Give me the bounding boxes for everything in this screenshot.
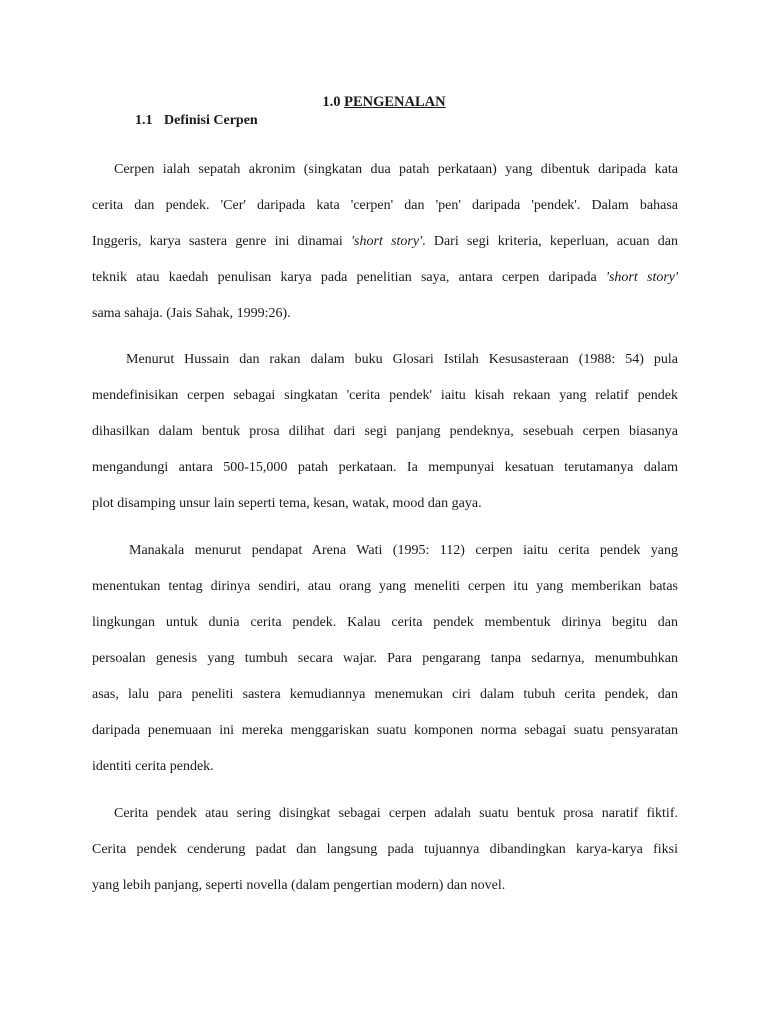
subheading-number: 1.1 [135, 113, 153, 128]
subsection-heading [135, 113, 258, 129]
paragraph-line: Cerita pendek atau sering disingkat sebagai cerpen adalah suatu bentuk prosa naratif fiktif. [114, 806, 678, 821]
paragraph-line: mengandungi antara 500-15,000 patah perkataan. Ia mempunyai kesatuan terutamanya dalam [92, 460, 678, 475]
paragraph-2 [92, 342, 678, 522]
paragraph-line: Cerpen ialah sepatah akronim (singkatan dua patah perkataan) yang dibentuk daripada kata [114, 162, 678, 177]
paragraph-line: asas, lalu para peneliti sastera kemudiannya menemukan ciri dalam tubuh cerita pendek, dan [92, 687, 678, 702]
paragraph-line: dihasilkan dalam bentuk prosa dilihat dari segi panjang pendeknya, sesebuah cerpen biasanya [92, 424, 678, 439]
paragraph-line: menentukan tentag dirinya sendiri, atau orang yang meneliti cerpen itu yang memberikan batas [92, 579, 678, 594]
paragraph-line: sama sahaja. (Jais Sahak, 1999:26). [92, 306, 291, 321]
paragraph-line: identiti cerita pendek. [92, 759, 214, 774]
paragraph-line: plot disamping unsur lain seperti tema, kesan, watak, mood dan gaya. [92, 496, 482, 511]
heading-number: 1.0 [322, 94, 341, 110]
italic-term: 'short story' [351, 234, 423, 249]
paragraph-line: cerita dan pendek. 'Cer' daripada kata 'cerpen' dan 'pen' daripada 'pendek'. Dalam bahasa [92, 198, 678, 213]
paragraph-line: teknik atau kaedah penulisan karya pada penelitian saya, antara cerpen daripada 'short story' [92, 270, 678, 285]
paragraph-line: Manakala menurut pendapat Arena Wati (1995: 112) cerpen iaitu cerita pendek yang [129, 543, 678, 558]
paragraph-3 [92, 533, 678, 785]
heading-title: PENGENALAN [344, 94, 446, 110]
paragraph-line: mendefinisikan cerpen sebagai singkatan 'cerita pendek' iaitu kisah rekaan yang relatif pendek [92, 388, 678, 403]
paragraph-line: Cerita pendek cenderung padat dan langsung pada tujuannya dibandingkan karya-karya fiksi [92, 842, 678, 857]
paragraph-line: daripada penemuaan ini mereka menggariskan suatu komponen norma sebagai suatu pensyaratan [92, 723, 678, 738]
paragraph-4 [92, 796, 678, 904]
paragraph-line: persoalan genesis yang tumbuh secara wajar. Para pengarang tanpa sedarnya, menumbuhkan [92, 651, 678, 666]
paragraph-line: yang lebih panjang, seperti novella (dalam pengertian modern) dan novel. [92, 878, 506, 893]
subheading-title: Definisi Cerpen [164, 113, 258, 128]
section-heading [0, 94, 768, 111]
paragraph-line: Menurut Hussain dan rakan dalam buku Glosari Istilah Kesusasteraan (1988: 54) pula [126, 352, 678, 367]
italic-term: 'short story' [605, 270, 678, 285]
paragraph-line: Inggeris, karya sastera genre ini dinamai 'short story'. Dari segi kriteria, keperluan, acuan dan [92, 234, 678, 249]
paragraph-line: lingkungan untuk dunia cerita pendek. Kalau cerita pendek membentuk dirinya begitu dan [92, 615, 678, 630]
paragraph-1 [92, 152, 678, 332]
